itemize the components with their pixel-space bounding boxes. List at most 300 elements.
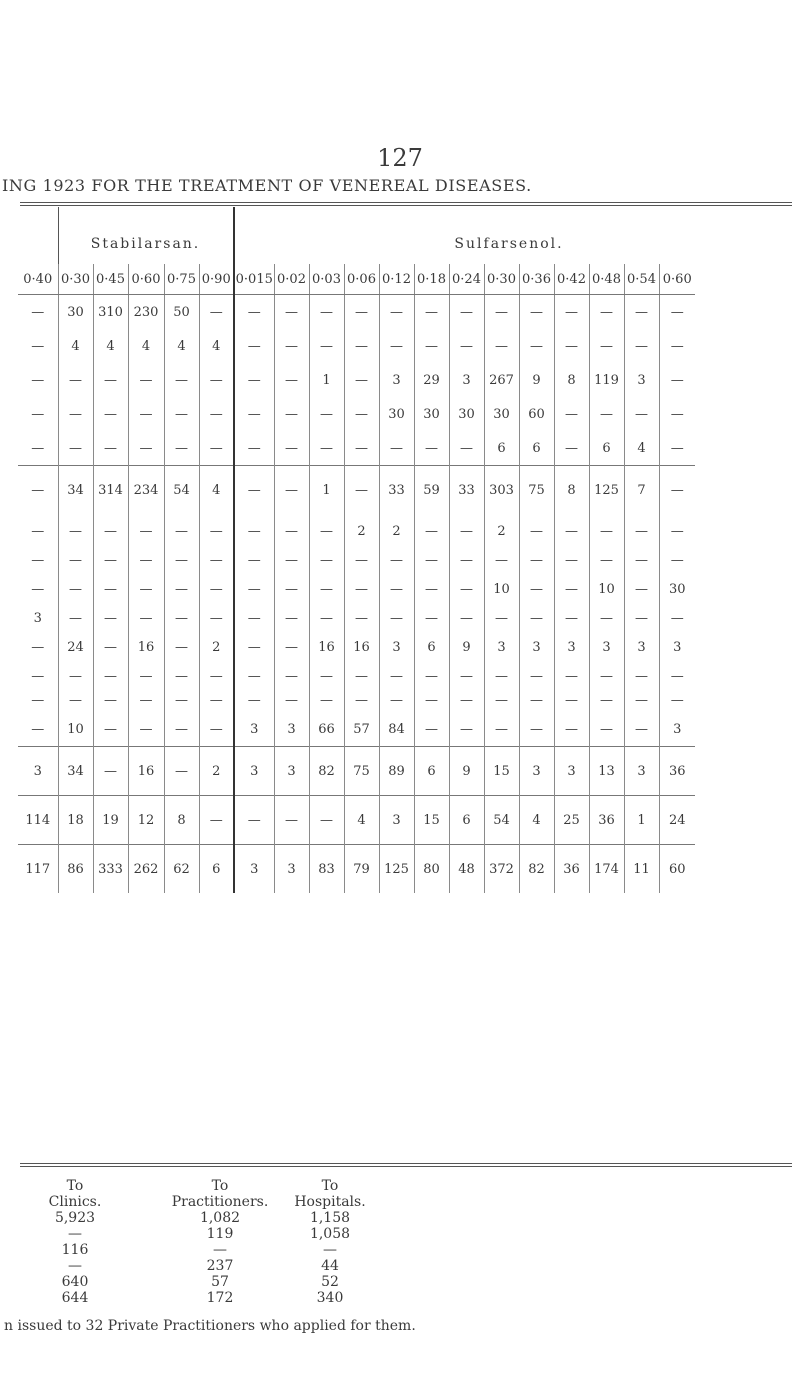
top-rule xyxy=(20,202,792,203)
table-cell: — xyxy=(670,610,684,626)
table-cell: — xyxy=(554,712,589,747)
table-cell: — xyxy=(93,664,128,688)
table-cell: — xyxy=(449,431,484,466)
total-row xyxy=(18,747,695,796)
table-cell: — xyxy=(234,295,274,330)
column-header: 0·40 xyxy=(18,264,58,295)
table-row xyxy=(18,363,695,397)
table-cell: — xyxy=(274,514,309,548)
table-cell: — xyxy=(554,664,589,688)
table-cell: — xyxy=(309,548,344,572)
table-cell: — xyxy=(164,688,199,712)
table-cell: — xyxy=(624,397,659,431)
table-cell: — xyxy=(93,606,128,630)
table-cell: — xyxy=(58,606,93,630)
table-cell: — xyxy=(309,606,344,630)
table-cell: — xyxy=(449,329,484,363)
table-cell: 114 xyxy=(18,796,58,845)
table-cell: — xyxy=(624,712,659,747)
column-header: 0·12 xyxy=(379,264,414,295)
table-cell: — xyxy=(93,397,128,431)
table-cell: — xyxy=(58,397,93,431)
table-cell: — xyxy=(379,572,414,606)
table-cell: — xyxy=(58,572,93,606)
table-cell: 3 xyxy=(274,747,309,796)
column-header: 0·54 xyxy=(624,264,659,295)
table-cell: 125 xyxy=(589,466,624,515)
table-cell: 3 xyxy=(234,845,274,894)
table-cell: 3 xyxy=(554,630,589,664)
table-cell: 314 xyxy=(93,466,128,515)
table-cell: 16 xyxy=(128,747,164,796)
table-cell: — xyxy=(18,630,58,664)
table-cell: — xyxy=(484,329,519,363)
table-cell: — xyxy=(128,712,164,747)
table-cell: — xyxy=(93,548,128,572)
table-cell: — xyxy=(670,668,684,684)
table-cell: 89 xyxy=(379,747,414,796)
table-cell: 6 xyxy=(589,431,624,466)
table-cell: — xyxy=(128,572,164,606)
table-cell: — xyxy=(234,606,274,630)
table-cell: — xyxy=(670,440,684,456)
table-cell: 333 xyxy=(93,845,128,894)
table-cell: 30 xyxy=(379,397,414,431)
table-cell: 1 xyxy=(309,466,344,515)
table-cell: 6 xyxy=(199,845,234,894)
table-cell: — xyxy=(589,329,624,363)
summary-cell: 52 xyxy=(321,1274,339,1290)
table-cell: — xyxy=(164,630,199,664)
table-cell: 9 xyxy=(519,363,554,397)
table-cell: — xyxy=(164,514,199,548)
table-cell: — xyxy=(164,712,199,747)
table-cell: 86 xyxy=(58,845,93,894)
table-cell: 2 xyxy=(199,630,234,664)
table-cell: — xyxy=(414,572,449,606)
table-cell: — xyxy=(554,548,589,572)
table-row xyxy=(18,397,695,431)
table-cell: — xyxy=(58,431,93,466)
table-cell: 19 xyxy=(93,796,128,845)
table-cell: 3 xyxy=(379,796,414,845)
table-cell: — xyxy=(93,363,128,397)
table-cell: 6 xyxy=(449,796,484,845)
table-cell: — xyxy=(199,712,234,747)
table-cell: — xyxy=(670,523,684,539)
table-cell: — xyxy=(128,363,164,397)
table-cell: 24 xyxy=(659,796,695,845)
table-cell: 16 xyxy=(344,630,379,664)
table-cell: 57 xyxy=(344,712,379,747)
table-cell: — xyxy=(234,796,274,845)
table-cell: 3 xyxy=(519,630,554,664)
table-row xyxy=(18,630,695,664)
table-cell: 2 xyxy=(484,514,519,548)
table-cell: 3 xyxy=(449,363,484,397)
table-cell: 83 xyxy=(309,845,344,894)
summary-cell: 1,058 xyxy=(309,1226,351,1242)
table-cell: — xyxy=(344,431,379,466)
running-title: ING 1923 FOR THE TREATMENT OF VENEREAL DISEASES. xyxy=(2,176,532,195)
table-cell: 10 xyxy=(484,572,519,606)
table-cell: — xyxy=(519,329,554,363)
table-cell: 36 xyxy=(589,796,624,845)
table-cell: — xyxy=(344,606,379,630)
table-cell: — xyxy=(274,466,309,515)
summary-cell: 44 xyxy=(321,1258,339,1274)
table-cell: — xyxy=(554,397,589,431)
table-cell: 230 xyxy=(128,295,164,330)
table-cell: 34 xyxy=(58,747,93,796)
table-cell: — xyxy=(379,295,414,330)
summary-cell: — xyxy=(213,1242,227,1258)
table-cell: — xyxy=(164,548,199,572)
table-cell: 4 xyxy=(624,431,659,466)
table-cell: — xyxy=(18,664,58,688)
table-cell: — xyxy=(274,329,309,363)
table-cell: — xyxy=(414,295,449,330)
table-cell: — xyxy=(274,295,309,330)
table-cell: — xyxy=(93,514,128,548)
table-row xyxy=(18,431,695,466)
table-cell: 7 xyxy=(624,466,659,515)
table-cell: — xyxy=(164,606,199,630)
column-header-row xyxy=(18,264,695,295)
table-cell: 4 xyxy=(519,796,554,845)
table-cell: — xyxy=(449,606,484,630)
table-cell: 4 xyxy=(93,329,128,363)
table-cell: — xyxy=(344,548,379,572)
table-cell: — xyxy=(274,796,309,845)
table-cell: 3 xyxy=(624,363,659,397)
table-cell: — xyxy=(554,329,589,363)
table-cell: — xyxy=(519,688,554,712)
table-cell: 12 xyxy=(128,796,164,845)
table-cell: — xyxy=(274,688,309,712)
table-cell: 82 xyxy=(309,747,344,796)
table-cell: 3 xyxy=(234,712,274,747)
summary-cell: 340 xyxy=(316,1290,344,1306)
table-row xyxy=(18,606,695,630)
table-cell: — xyxy=(309,572,344,606)
table-cell: 303 xyxy=(484,466,519,515)
table-cell: — xyxy=(309,796,344,845)
table-cell: — xyxy=(449,688,484,712)
table-cell: 15 xyxy=(484,747,519,796)
table-cell: — xyxy=(414,688,449,712)
table-cell: 3 xyxy=(624,630,659,664)
table-cell: — xyxy=(234,688,274,712)
table-cell: — xyxy=(519,712,554,747)
table-cell: 3 xyxy=(18,747,58,796)
page-number: 127 xyxy=(377,144,423,172)
table-cell: — xyxy=(379,548,414,572)
table-cell: — xyxy=(274,572,309,606)
table-cell: — xyxy=(199,796,234,845)
column-header: 0·30 xyxy=(58,264,93,295)
table-cell: 59 xyxy=(414,466,449,515)
table-cell: — xyxy=(18,397,58,431)
table-cell: — xyxy=(93,630,128,664)
table-cell: — xyxy=(93,431,128,466)
table-cell: — xyxy=(670,372,684,388)
table-cell: 8 xyxy=(164,796,199,845)
table-cell: 75 xyxy=(519,466,554,515)
table-cell: — xyxy=(58,363,93,397)
table-cell: — xyxy=(18,329,58,363)
summary-cell: 640 xyxy=(61,1274,89,1290)
table-cell: — xyxy=(309,397,344,431)
summary-cell: 172 xyxy=(206,1290,234,1306)
summary-header: To xyxy=(66,1178,84,1194)
table-cell: 262 xyxy=(128,845,164,894)
table-cell: — xyxy=(624,514,659,548)
column-header: 0·02 xyxy=(274,264,309,295)
table-cell: — xyxy=(379,431,414,466)
table-cell: — xyxy=(449,295,484,330)
table-cell: — xyxy=(309,664,344,688)
column-header: 0·42 xyxy=(554,264,589,295)
table-cell: 9 xyxy=(449,630,484,664)
table-cell: 36 xyxy=(659,747,695,796)
table-cell: 8 xyxy=(554,466,589,515)
summary-header: To xyxy=(321,1178,339,1194)
table-row xyxy=(18,329,695,363)
summary-cell: 57 xyxy=(211,1274,229,1290)
column-header: 0·24 xyxy=(449,264,484,295)
table-cell: — xyxy=(414,712,449,747)
table-cell: — xyxy=(554,431,589,466)
table-cell: — xyxy=(309,688,344,712)
table-cell: 4 xyxy=(199,466,234,515)
table-cell: — xyxy=(234,514,274,548)
table-cell: — xyxy=(199,397,234,431)
table-cell: 310 xyxy=(93,295,128,330)
table-cell: — xyxy=(670,406,684,422)
table-cell: 1 xyxy=(624,796,659,845)
table-cell: — xyxy=(18,688,58,712)
total-row xyxy=(18,845,695,894)
table-cell: — xyxy=(519,548,554,572)
table-cell: 8 xyxy=(554,363,589,397)
stabilarsan-heading: Stabilarsan. xyxy=(90,236,201,252)
table-cell: — xyxy=(18,363,58,397)
table-cell: — xyxy=(484,606,519,630)
table-cell: — xyxy=(624,548,659,572)
table-cell: 13 xyxy=(589,747,624,796)
top-rule-double xyxy=(20,205,792,206)
table-cell: — xyxy=(624,572,659,606)
table-cell: 117 xyxy=(18,845,58,894)
table-cell: — xyxy=(670,304,684,320)
column-header: 0·48 xyxy=(589,264,624,295)
table-cell: — xyxy=(18,466,58,515)
table-cell: — xyxy=(128,514,164,548)
table-cell: — xyxy=(58,664,93,688)
summary-cell: 1,158 xyxy=(309,1210,351,1226)
table-cell: — xyxy=(309,514,344,548)
table-cell: — xyxy=(484,664,519,688)
table-cell: 36 xyxy=(554,845,589,894)
table-cell: — xyxy=(624,606,659,630)
table-cell: — xyxy=(93,572,128,606)
table-cell: — xyxy=(274,606,309,630)
table-cell: — xyxy=(128,397,164,431)
bottom-rule-double xyxy=(20,1166,792,1167)
table-cell: — xyxy=(128,431,164,466)
table-cell: 6 xyxy=(484,431,519,466)
table-cell: — xyxy=(344,664,379,688)
table-cell: — xyxy=(484,688,519,712)
table-row xyxy=(18,712,695,747)
table-row xyxy=(18,548,695,572)
table-cell: — xyxy=(554,295,589,330)
table-cell: — xyxy=(234,466,274,515)
table-cell: 119 xyxy=(589,363,624,397)
table-cell: — xyxy=(414,431,449,466)
table-cell: — xyxy=(199,514,234,548)
table-cell: — xyxy=(344,363,379,397)
column-header: 0·45 xyxy=(93,264,128,295)
table-cell: — xyxy=(589,688,624,712)
table-cell: — xyxy=(309,431,344,466)
table-cell: — xyxy=(309,329,344,363)
table-cell: 50 xyxy=(164,295,199,330)
table-cell: 3 xyxy=(379,630,414,664)
table-cell: 34 xyxy=(58,466,93,515)
table-cell: — xyxy=(58,548,93,572)
summary-header: Clinics. xyxy=(48,1194,102,1210)
table-cell: 4 xyxy=(164,329,199,363)
column-header: 0·015 xyxy=(234,264,274,295)
table-cell: — xyxy=(659,466,695,515)
table-cell: 267 xyxy=(484,363,519,397)
table-cell: — xyxy=(589,664,624,688)
table-cell: — xyxy=(274,548,309,572)
table-cell: 60 xyxy=(659,845,695,894)
summary-cell: — xyxy=(323,1242,337,1258)
table-cell: — xyxy=(670,338,684,354)
column-header: 0·06 xyxy=(344,264,379,295)
table-cell: 4 xyxy=(199,329,234,363)
table-cell: 79 xyxy=(344,845,379,894)
table-cell: 3 xyxy=(624,747,659,796)
table-cell: 3 xyxy=(379,363,414,397)
table-cell: — xyxy=(624,664,659,688)
summary-cell: 1,082 xyxy=(199,1210,241,1226)
table-cell: 3 xyxy=(274,845,309,894)
table-cell: — xyxy=(344,295,379,330)
table-cell: 16 xyxy=(128,630,164,664)
table-cell: 3 xyxy=(589,630,624,664)
table-cell: — xyxy=(449,548,484,572)
table-cell: — xyxy=(554,688,589,712)
table-cell: — xyxy=(234,431,274,466)
table-cell: — xyxy=(164,431,199,466)
table-cell: — xyxy=(18,514,58,548)
table-cell: 4 xyxy=(344,796,379,845)
table-cell: — xyxy=(18,548,58,572)
table-cell: 54 xyxy=(164,466,199,515)
table-cell: — xyxy=(93,712,128,747)
table-cell: — xyxy=(379,688,414,712)
table-cell: 2 xyxy=(344,514,379,548)
table-cell: — xyxy=(519,664,554,688)
table-cell: — xyxy=(128,548,164,572)
table-row xyxy=(18,295,695,330)
table-cell: — xyxy=(234,572,274,606)
table-cell: 3 xyxy=(484,630,519,664)
table-cell: — xyxy=(589,548,624,572)
table-row xyxy=(18,572,695,606)
table-cell: — xyxy=(670,552,684,568)
table-cell: 66 xyxy=(309,712,344,747)
summary-header: To xyxy=(211,1178,229,1194)
table-cell: — xyxy=(234,397,274,431)
table-cell: — xyxy=(58,688,93,712)
table-cell: 60 xyxy=(519,397,554,431)
table-cell: — xyxy=(18,295,58,330)
column-header: 0·60 xyxy=(659,264,695,295)
table-cell: 6 xyxy=(414,630,449,664)
table-cell: 33 xyxy=(449,466,484,515)
table-cell: — xyxy=(164,664,199,688)
table-cell: — xyxy=(624,295,659,330)
table-cell: — xyxy=(164,397,199,431)
table-cell: — xyxy=(589,397,624,431)
table-cell: — xyxy=(199,664,234,688)
table-cell: 2 xyxy=(379,514,414,548)
table-cell: 30 xyxy=(484,397,519,431)
table-cell: 174 xyxy=(589,845,624,894)
table-cell: — xyxy=(199,431,234,466)
table-cell: 3 xyxy=(274,712,309,747)
table-cell: — xyxy=(199,548,234,572)
table-cell: 30 xyxy=(414,397,449,431)
table-cell: 62 xyxy=(164,845,199,894)
dosage-table xyxy=(18,264,695,893)
table-cell: — xyxy=(93,747,128,796)
table-cell: 18 xyxy=(58,796,93,845)
table-cell: — xyxy=(274,363,309,397)
table-cell: — xyxy=(234,363,274,397)
table-cell: — xyxy=(199,572,234,606)
summary-cell: 119 xyxy=(206,1226,234,1242)
table-cell: 16 xyxy=(309,630,344,664)
table-cell: — xyxy=(18,431,58,466)
table-cell: 234 xyxy=(128,466,164,515)
table-cell: — xyxy=(344,397,379,431)
table-cell: — xyxy=(414,329,449,363)
table-cell: — xyxy=(344,688,379,712)
table-cell: — xyxy=(379,664,414,688)
column-header: 0·60 xyxy=(128,264,164,295)
table-cell: — xyxy=(344,466,379,515)
table-cell: — xyxy=(449,664,484,688)
table-cell: — xyxy=(589,295,624,330)
table-cell: 3 xyxy=(519,747,554,796)
table-cell: — xyxy=(58,514,93,548)
sulfarsenol-heading: Sulfarsenol. xyxy=(454,236,564,252)
table-cell: — xyxy=(379,329,414,363)
table-cell: 29 xyxy=(414,363,449,397)
table-cell: 30 xyxy=(668,581,686,597)
summary-cell: 237 xyxy=(206,1258,234,1274)
table-cell: — xyxy=(414,548,449,572)
table-cell: — xyxy=(449,712,484,747)
table-cell: — xyxy=(519,295,554,330)
